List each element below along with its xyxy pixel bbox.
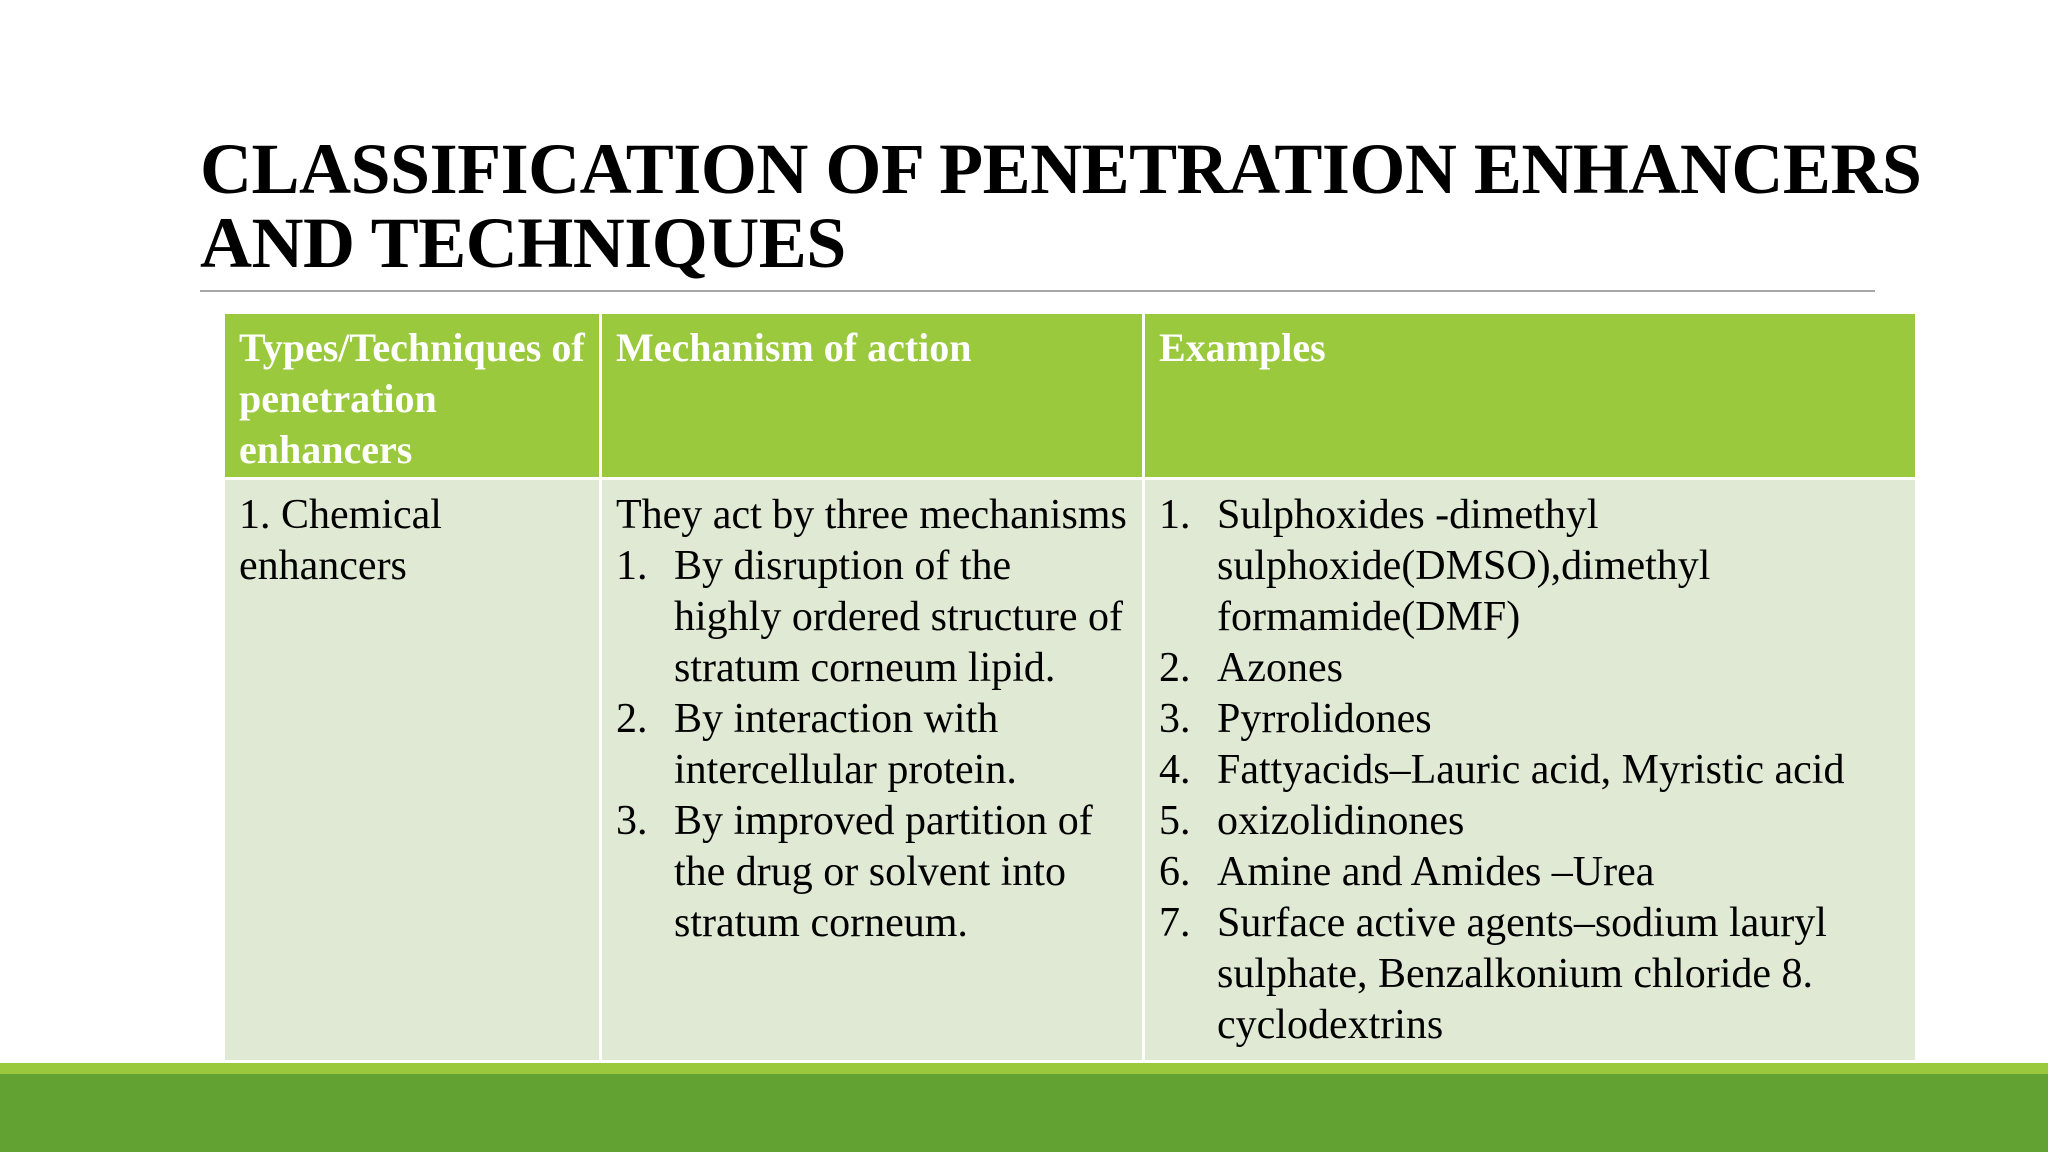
header-types: Types/Techniques of penetration enhancers <box>224 313 601 479</box>
list-number: 7. <box>1159 900 1191 946</box>
list-number: 1. <box>1159 492 1191 538</box>
list-number: 5. <box>1159 798 1191 844</box>
list-number: 3. <box>1159 696 1191 742</box>
title-divider <box>200 290 1875 292</box>
classification-table <box>222 311 1918 1063</box>
list-text: Azones <box>1217 645 1343 691</box>
list-item <box>616 541 1128 694</box>
cell-type: 1. Chemical enhancers <box>224 479 601 1062</box>
header-examples: Examples <box>1144 313 1917 479</box>
slide-title: CLASSIFICATION OF PENETRATION ENHANCERS AND TECHNIQUES <box>200 129 1922 283</box>
list-number: 2. <box>616 696 648 742</box>
table-header-row <box>224 313 1917 479</box>
list-item <box>1159 694 1901 745</box>
list-text: oxizolidinones <box>1217 798 1465 844</box>
list-item <box>1159 745 1901 796</box>
cell-mechanism <box>601 479 1144 1062</box>
list-number: 3. <box>616 798 648 844</box>
list-text: Pyrrolidones <box>1217 696 1432 742</box>
list-number: 2. <box>1159 645 1191 691</box>
list-text: Surface active agents–sodium lauryl sulphate, Benzalkonium chloride 8. cyclodextrins <box>1217 900 1827 1048</box>
list-text: Sulphoxides -dimethyl sulphoxide(DMSO),dimethyl formamide(DMF) <box>1217 492 1711 640</box>
footer-accent-stripe <box>0 1063 2048 1074</box>
examples-list <box>1159 490 1901 1051</box>
mechanism-list <box>616 541 1128 949</box>
list-item <box>1159 847 1901 898</box>
list-number: 1. <box>616 543 648 589</box>
footer-band <box>0 1074 2048 1152</box>
table-row <box>224 479 1917 1062</box>
list-text: By disruption of the highly ordered structure of stratum corneum lipid. <box>674 543 1124 691</box>
list-text: By interaction with intercellular protein. <box>674 696 1017 793</box>
header-mechanism: Mechanism of action <box>601 313 1144 479</box>
list-item <box>1159 490 1901 643</box>
list-text: Fattyacids–Lauric acid, Myristic acid <box>1217 747 1845 793</box>
classification-table-container <box>222 311 1915 1063</box>
list-number: 4. <box>1159 747 1191 793</box>
list-text: By improved partition of the drug or solvent into stratum corneum. <box>674 798 1093 946</box>
list-item <box>1159 898 1901 1051</box>
list-item <box>616 694 1128 796</box>
list-item <box>616 796 1128 949</box>
cell-examples <box>1144 479 1917 1062</box>
list-item <box>1159 643 1901 694</box>
mechanism-intro: They act by three mechanisms <box>616 492 1127 538</box>
list-number: 6. <box>1159 849 1191 895</box>
list-item <box>1159 796 1901 847</box>
list-text: Amine and Amides –Urea <box>1217 849 1655 895</box>
